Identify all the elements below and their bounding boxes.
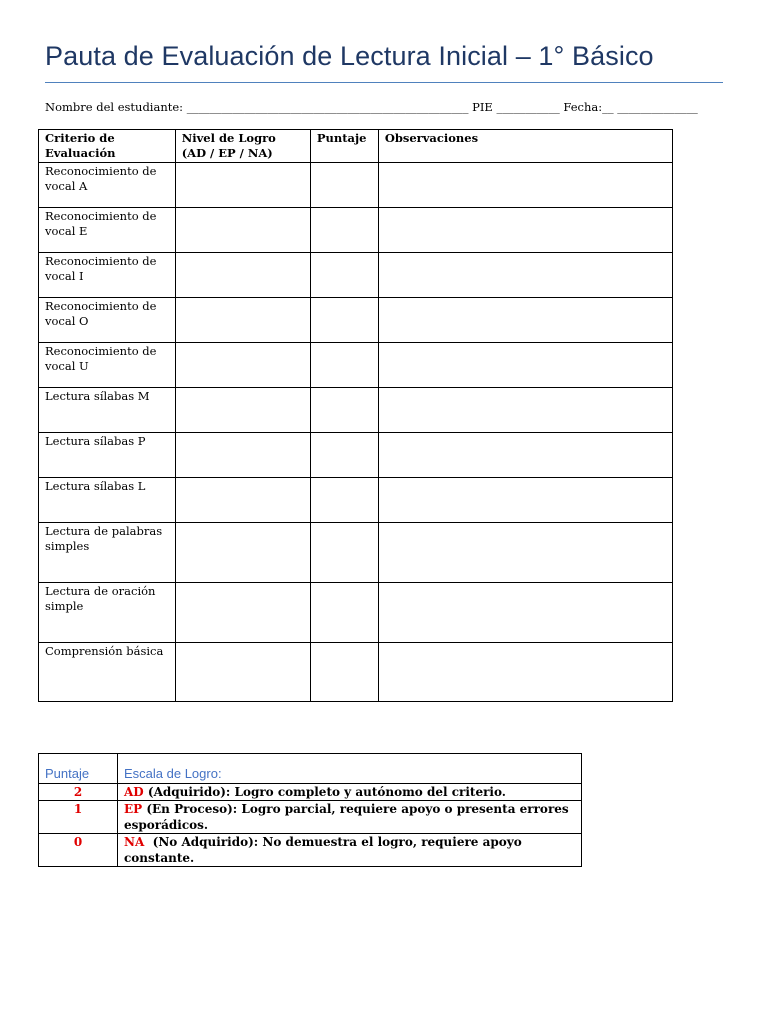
puntaje-cell[interactable] xyxy=(310,298,378,343)
table-row xyxy=(39,163,673,208)
scale-row xyxy=(39,834,582,867)
criterio-cell: Lectura sílabas L xyxy=(39,478,176,523)
scale-description xyxy=(118,801,582,834)
observaciones-cell[interactable] xyxy=(378,478,672,523)
nivel-logro-cell[interactable] xyxy=(175,343,310,388)
scale-code: EP xyxy=(124,802,143,816)
scale-points: 2 xyxy=(39,784,118,801)
criterio-cell: Reconocimiento de vocal I xyxy=(39,253,176,298)
puntaje-cell[interactable] xyxy=(310,523,378,583)
observaciones-cell[interactable] xyxy=(378,343,672,388)
header-observaciones: Observaciones xyxy=(378,130,672,163)
page-title: Pauta de Evaluación de Lectura Inicial – 1° Básico xyxy=(45,41,654,71)
scale-description xyxy=(118,834,582,867)
evaluation-table xyxy=(38,129,673,702)
nivel-logro-cell[interactable] xyxy=(175,433,310,478)
scale-code: NA xyxy=(124,835,145,849)
puntaje-cell[interactable] xyxy=(310,343,378,388)
scale-header-puntaje: Puntaje xyxy=(45,766,90,781)
scale-table xyxy=(38,753,582,867)
scale-text: (Adquirido): Logro completo y autónomo del criterio. xyxy=(143,785,506,799)
scale-row xyxy=(39,801,582,834)
criterio-cell: Lectura sílabas P xyxy=(39,433,176,478)
observaciones-cell[interactable] xyxy=(378,583,672,643)
table-row xyxy=(39,478,673,523)
scale-description xyxy=(118,784,582,801)
nivel-logro-cell[interactable] xyxy=(175,478,310,523)
observaciones-cell[interactable] xyxy=(378,253,672,298)
puntaje-cell[interactable] xyxy=(310,163,378,208)
criterio-cell: Reconocimiento de vocal O xyxy=(39,298,176,343)
criterio-cell: Lectura de oración simple xyxy=(39,583,176,643)
title-underline xyxy=(45,82,723,83)
puntaje-cell[interactable] xyxy=(310,388,378,433)
criterio-cell: Reconocimiento de vocal E xyxy=(39,208,176,253)
table-row xyxy=(39,388,673,433)
nivel-logro-cell[interactable] xyxy=(175,643,310,702)
puntaje-cell[interactable] xyxy=(310,583,378,643)
observaciones-cell[interactable] xyxy=(378,433,672,478)
scale-points: 0 xyxy=(39,834,118,867)
nivel-logro-cell[interactable] xyxy=(175,388,310,433)
nivel-logro-cell[interactable] xyxy=(175,523,310,583)
criterio-cell: Lectura sílabas M xyxy=(39,388,176,433)
puntaje-cell[interactable] xyxy=(310,253,378,298)
observaciones-cell[interactable] xyxy=(378,298,672,343)
table-row xyxy=(39,343,673,388)
criterio-cell: Reconocimiento de vocal A xyxy=(39,163,176,208)
observaciones-cell[interactable] xyxy=(378,208,672,253)
header-criterio: Criterio de Evaluación xyxy=(39,130,176,163)
scale-code: AD xyxy=(124,785,144,799)
evaluation-table-header xyxy=(39,130,673,163)
criterio-cell: Reconocimiento de vocal U xyxy=(39,343,176,388)
observaciones-cell[interactable] xyxy=(378,163,672,208)
nivel-logro-cell[interactable] xyxy=(175,583,310,643)
scale-text: (En Proceso): Logro parcial, requiere apoyo o presenta errores esporádicos. xyxy=(124,802,573,832)
nivel-logro-cell[interactable] xyxy=(175,208,310,253)
criterio-cell: Lectura de palabras simples xyxy=(39,523,176,583)
puntaje-cell[interactable] xyxy=(310,433,378,478)
student-info-line: Nombre del estudiante: _________________________________________________ PIE ___________ Fecha:__ ______________ xyxy=(45,100,698,114)
scale-table-header xyxy=(39,754,582,784)
observaciones-cell[interactable] xyxy=(378,643,672,702)
table-row xyxy=(39,643,673,702)
table-row xyxy=(39,583,673,643)
scale-header-escala: Escala de Logro: xyxy=(124,766,222,781)
table-row xyxy=(39,253,673,298)
observaciones-cell[interactable] xyxy=(378,523,672,583)
table-row xyxy=(39,208,673,253)
puntaje-cell[interactable] xyxy=(310,478,378,523)
table-row xyxy=(39,523,673,583)
scale-row xyxy=(39,784,582,801)
criterio-cell: Comprensión básica xyxy=(39,643,176,702)
header-puntaje: Puntaje xyxy=(310,130,378,163)
nivel-logro-cell[interactable] xyxy=(175,163,310,208)
table-row xyxy=(39,433,673,478)
puntaje-cell[interactable] xyxy=(310,643,378,702)
table-row xyxy=(39,298,673,343)
scale-text: (No Adquirido): No demuestra el logro, requiere apoyo constante. xyxy=(124,835,526,865)
nivel-logro-cell[interactable] xyxy=(175,253,310,298)
scale-points: 1 xyxy=(39,801,118,834)
header-nivel-logro: Nivel de Logro (AD / EP / NA) xyxy=(175,130,310,163)
puntaje-cell[interactable] xyxy=(310,208,378,253)
nivel-logro-cell[interactable] xyxy=(175,298,310,343)
observaciones-cell[interactable] xyxy=(378,388,672,433)
